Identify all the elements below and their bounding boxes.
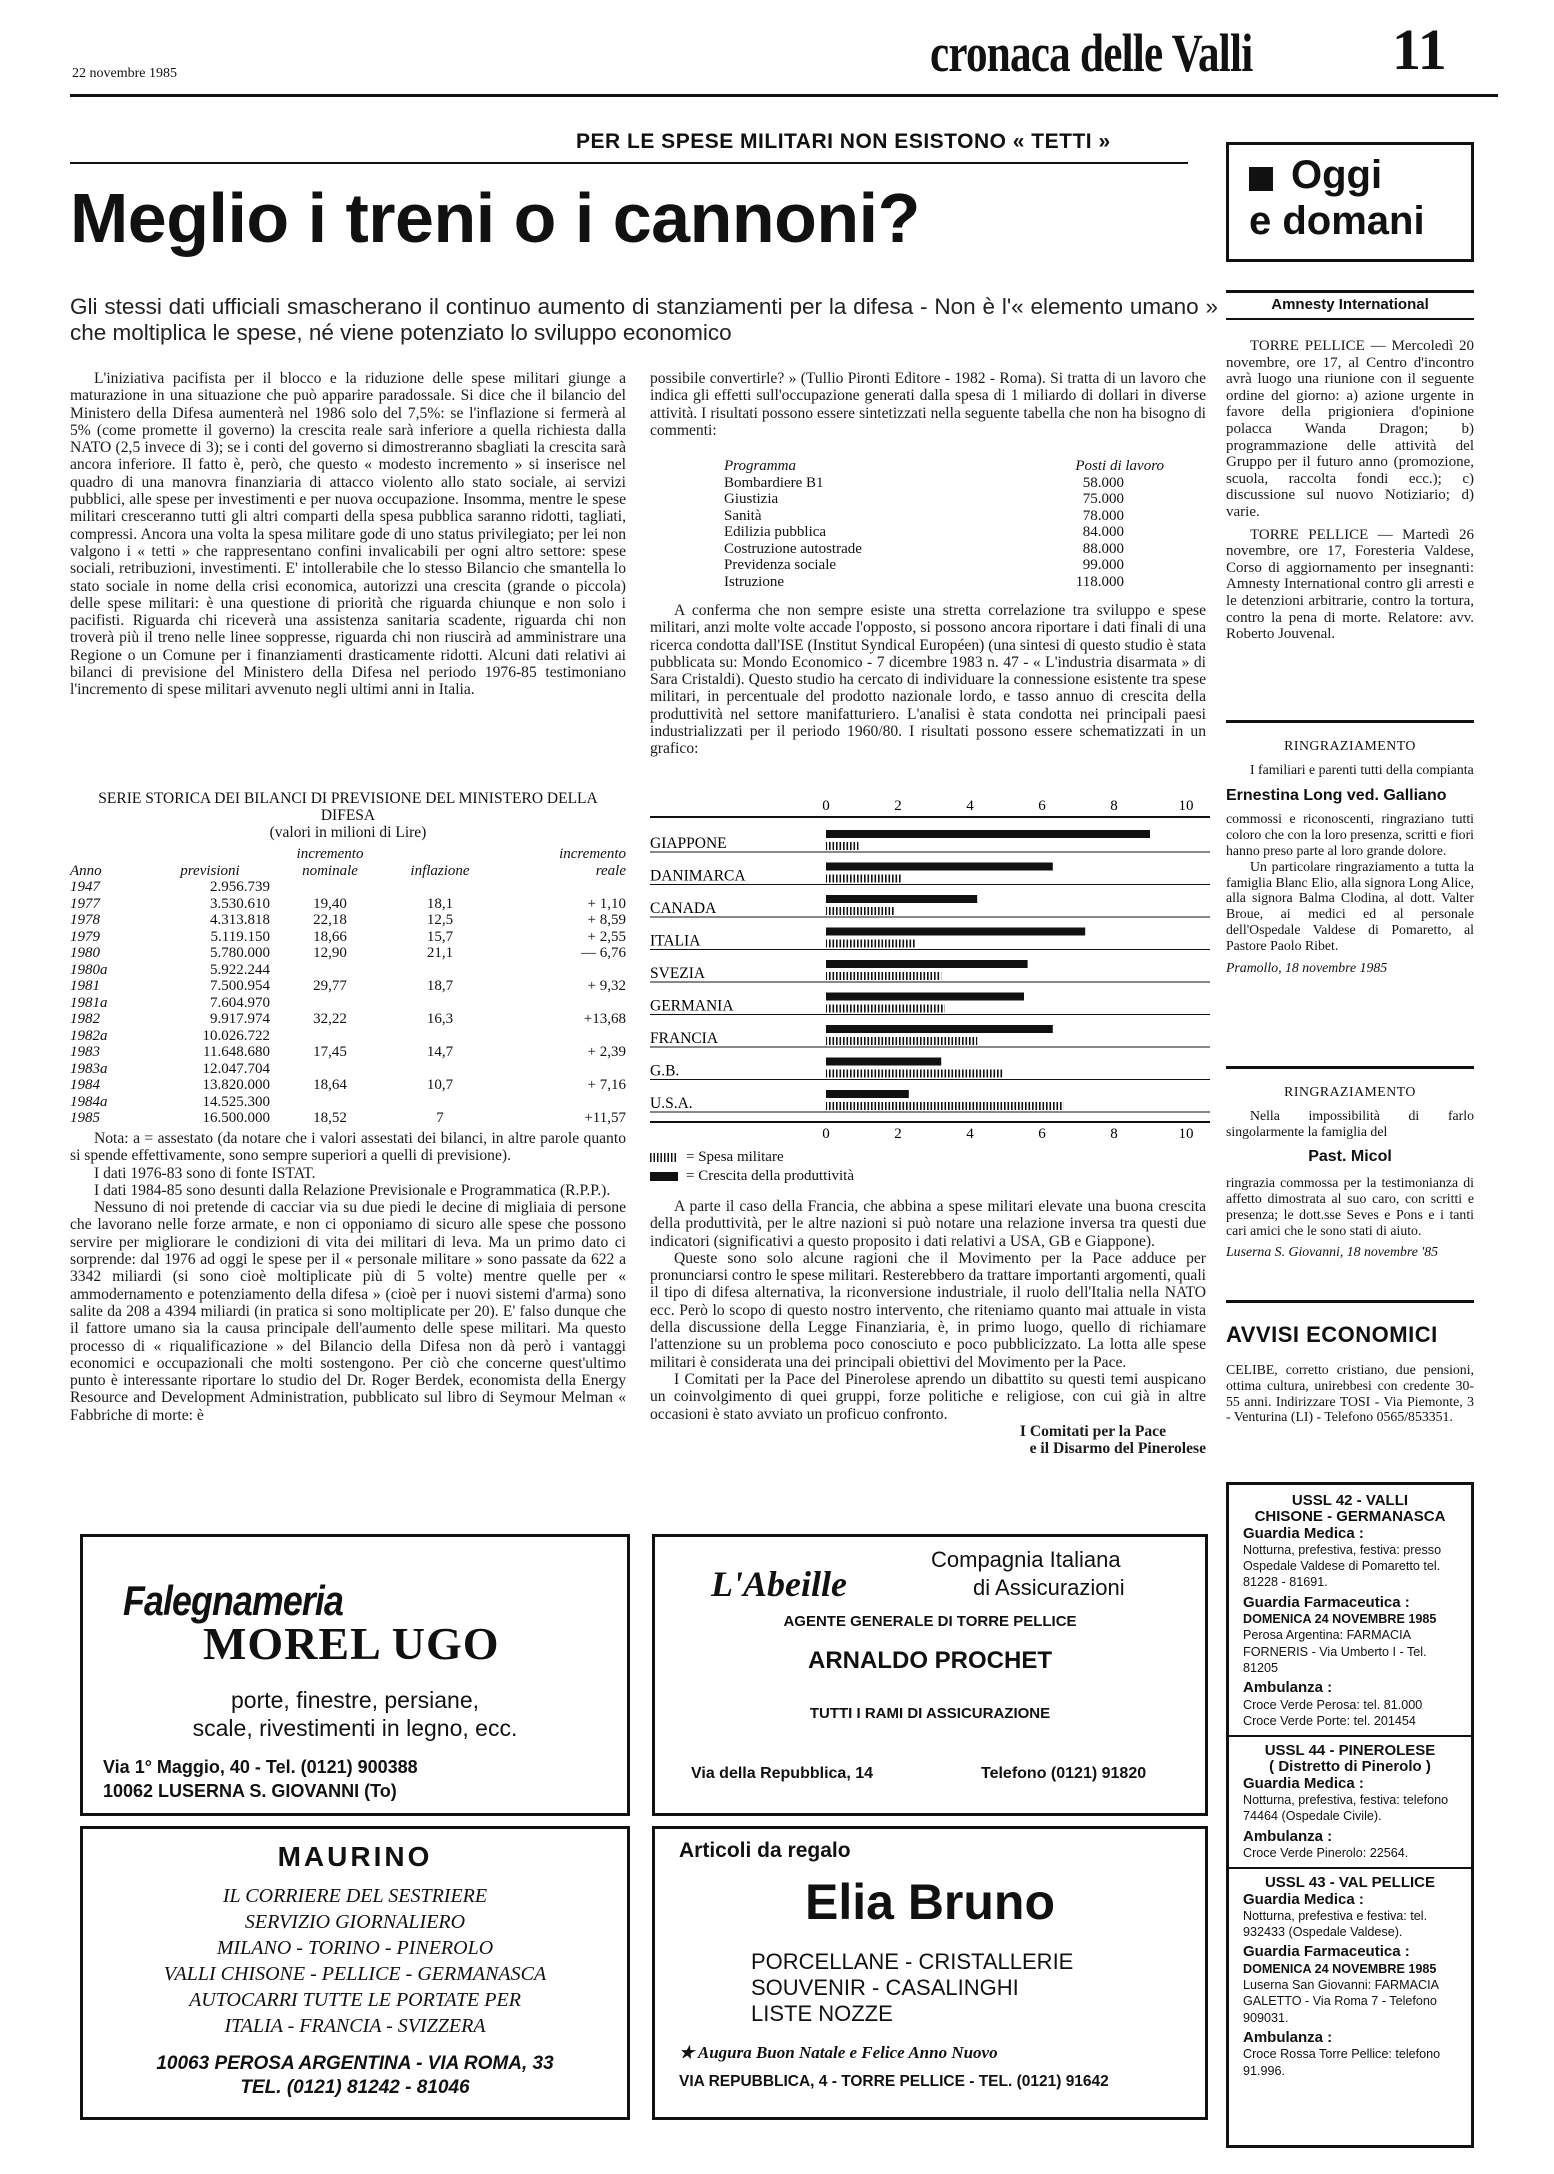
jobs-table-row [724, 475, 1164, 492]
productivity-bar [826, 830, 1150, 838]
budget-table-row [70, 962, 626, 979]
falegnameria-name: MOREL UGO [203, 1618, 500, 1669]
sidebar-rule-4 [1226, 1300, 1474, 1303]
jobs-table-row [724, 491, 1164, 508]
budget-cell-forecast: 7.604.970 [210, 994, 270, 1011]
hatched-swatch-icon [650, 1153, 678, 1162]
ussl-divider-2 [1229, 1867, 1471, 1869]
jobs-count: 78.000 [1082, 507, 1124, 524]
th-previsioni: previsioni [180, 862, 240, 879]
ringraziamento-1-text-2: Un particolare ringraziamento a tutta la famiglia Blanc Elio, alla signora Long Alice, alla signora Balma Clodina, al dott. Valter Broue, ai medici ed al personale dell'Ospedale Valdese di Pomaretto, al Pastore Paolo Ribet. [1226, 858, 1474, 953]
jobs-table-row [724, 557, 1164, 574]
ussl42-gm-text: Notturna, prefestiva, festiva: presso Ospedale Valdese di Pomaretto tel. 81228 - 81691. [1243, 1542, 1442, 1590]
ringraziamento-2 [1226, 1084, 1474, 1260]
budget-cell-real-increase: + 2,39 [587, 1044, 626, 1060]
th-anno: Anno [70, 862, 102, 879]
th-incremento-nominale-2: nominale [302, 862, 358, 879]
maurino-line-3: MILANO - TORINO - PINEROLO [216, 1937, 494, 1959]
budget-table-heading: SERIE STORICA DEI BILANCI DI PREVISIONE DEL MINISTERO DELLA DIFESA [98, 790, 598, 824]
budget-table-title [70, 790, 626, 841]
ussl42-amb-text-2: Croce Verde Porte: tel. 201454 [1243, 1713, 1416, 1728]
chart-legend [650, 1148, 854, 1186]
jobs-program: Edilizia pubblica [724, 524, 827, 540]
kicker-rule [70, 162, 1188, 164]
abeille-logo: L'Abeille [711, 1564, 847, 1604]
col2-paragraph-1: possibile convertirle? » (Tullio Pironti Editore - 1982 - Roma). Si tratta di un lavoro che indica gli effetti sull'occupazione generati dalla spesa di 1 miliardo di dollari in diverse attività. I risultati possono essere sintetizzati nella seguente tabella che non ha bisogno di commenti: [650, 370, 1206, 439]
solid-swatch-icon [650, 1172, 678, 1181]
chart-category-label: U.S.A. [650, 1095, 693, 1112]
maurino-line-5: AUTOCARRI TUTTE LE PORTATE PER [189, 1989, 521, 2011]
jobs-count: 75.000 [1082, 491, 1124, 507]
elia-kicker: Articoli da regalo [679, 1839, 851, 1862]
article-col1-intro [70, 370, 626, 699]
masthead-rule [70, 94, 1498, 97]
budget-cell-forecast: 10.026.722 [202, 1027, 270, 1044]
productivity-bar [826, 993, 1024, 1001]
chart-category-label: SVEZIA [650, 965, 706, 982]
falegnameria-address-1: Via 1° Maggio, 40 - Tel. (0121) 900388 [103, 1757, 418, 1777]
productivity-bar [826, 895, 977, 903]
budget-cell-inflation: 15,7 [426, 928, 454, 945]
sidebar-rule-3 [1226, 1066, 1474, 1069]
chart-category-label: CANADA [650, 900, 717, 917]
elia-wishes: ★ Augura Buon Natale e Felice Anno Nuovo [679, 2043, 998, 2062]
budget-cell-year: 1985 [70, 1110, 100, 1126]
ussl43-gf-date: DOMENICA 24 NOVEMBRE 1985 [1243, 1961, 1437, 1976]
budget-cell-inflation: 14,7 [426, 1044, 454, 1060]
productivity-bar [826, 960, 1028, 968]
tick-label-bottom: 2 [894, 1126, 902, 1142]
jobs-count: 99.000 [1082, 557, 1124, 573]
abeille-telephone: Telefono (0121) 91820 [981, 1765, 1147, 1782]
table-source-1: I dati 1976-83 sono di fonte ISTAT. [94, 1164, 316, 1182]
oggi-title: Oggi [1291, 153, 1383, 197]
budget-cell-real-increase: + 7,16 [587, 1077, 626, 1093]
budget-table [70, 846, 626, 1127]
falegnameria-desc-1: porte, finestre, persiane, [230, 1687, 480, 1713]
budget-table-row [70, 879, 626, 896]
ussl43-amb-label: Ambulanza : [1243, 2028, 1333, 2046]
ussl-divider-1 [1229, 1735, 1471, 1737]
maurino-line-6: ITALIA - FRANCIA - SVIZZERA [224, 2015, 486, 2037]
jobs-program: Costruzione autostrade [724, 540, 862, 557]
th-incremento-reale-2: reale [595, 862, 626, 879]
budget-table-row [70, 1044, 626, 1061]
maurino-name: MAURINO [277, 1841, 433, 1872]
article-col2-bottom [650, 1198, 1206, 1457]
ussl42-gm-label: Guardia Medica : [1243, 1524, 1364, 1542]
budget-cell-year: 1984a [70, 1093, 108, 1110]
jobs-program: Sanità [724, 507, 762, 524]
tick-label-top: 0 [822, 798, 830, 814]
falegnameria-title: Falegnameria [123, 1577, 343, 1624]
budget-cell-nominal-increase [270, 1061, 390, 1078]
productivity-bar [826, 928, 1085, 936]
jobs-table [724, 458, 1164, 590]
budget-cell-inflation [390, 879, 490, 896]
article-col2-mid [650, 602, 1206, 758]
budget-table-row [70, 945, 626, 962]
budget-cell-nominal-increase: 32,22 [313, 1011, 347, 1027]
ussl42-amb-text-1: Croce Verde Perosa: tel. 81.000 [1243, 1697, 1423, 1712]
col1-paragraph-2: Nessuno di noi pretende di cacciar via su due piedi le decine di migliaia di persone che lavorano nelle forze armate, e non ci opponiamo di sicuro alle spese che possono servire per migliorare le condizioni di vita dei militari di leva. Ma un primo dato ci sorprende: dal 1976 ad oggi le spese per il « personale militare » sono passate da 622 a 3342 miliardi (si sono cioè moltiplicate più di 5 volte) mentre quelle per « ammodernamento e potenziamento della difesa » (cioè per i nuovi sistemi d'arma) sono salite da 208 a 4394 miliardi (in pratica si sono moltiplicate per 20). E' falso dunque che il fattore umano sia la causa principale dell'aumento delle spese militari. Ma questo processo di « riqualificazione » del Bilancio della Difesa non dà però i vantaggi economici e occupazionali che molti sostengono. Per ciò che concerne quest'ultimo punto è interessante riportare lo studio del Dr. Roger Berdek, economista della Energy Resource and Development Administration, pubblicato sul libro di Seymour Melman « Fabbriche di morte: è [70, 1199, 626, 1424]
tick-label-bottom: 4 [966, 1126, 974, 1142]
military-spending-bar [826, 1037, 977, 1045]
falegnameria-address-2: 10062 LUSERNA S. GIOVANNI (To) [103, 1781, 397, 1801]
budget-table-row [70, 1011, 626, 1028]
table-source-2: I dati 1984-85 sono desunti dalla Relazione Previsionale e Programmatica (R.P.P.). [94, 1181, 611, 1199]
budget-cell-forecast: 5.119.150 [210, 928, 270, 945]
budget-cell-inflation [390, 995, 490, 1012]
military-spending-bar [826, 1070, 1002, 1078]
amnesty-notices [1226, 338, 1474, 643]
tick-label-bottom: 6 [1038, 1126, 1046, 1142]
ussl43-amb-text: Croce Rossa Torre Pellice: telefono 91.996. [1243, 2047, 1441, 2078]
elia-name: Elia Bruno [804, 1874, 1056, 1930]
military-spending-bar [826, 842, 858, 850]
budget-cell-nominal-increase: 29,77 [313, 978, 347, 994]
ringraziamento-1 [1226, 738, 1474, 975]
budget-cell-forecast: 5.780.000 [210, 945, 270, 961]
chart-category-label: GIAPPONE [650, 835, 727, 852]
tick-label-bottom: 10 [1178, 1126, 1194, 1142]
abeille-company-1: Compagnia Italiana [931, 1547, 1121, 1572]
budget-cell-nominal-increase: 22,18 [313, 912, 347, 928]
budget-cell-real-increase: + 9,32 [587, 978, 626, 994]
th-incremento-nominale-1: incremento [296, 846, 364, 862]
budget-cell-inflation: 21,1 [426, 945, 454, 961]
budget-cell-nominal-increase: 18,64 [313, 1077, 347, 1093]
budget-cell-real-increase [490, 1061, 626, 1078]
ringraziamento-1-text: commossi e riconoscenti, ringraziano tutti coloro che con la loro presenza, scritti e fiori hanno preso parte al loro grande dolore. [1226, 811, 1474, 858]
elia-line-2: SOUVENIR - CASALINGHI [751, 1975, 1019, 2000]
intro-paragraph: L'iniziativa pacifista per il blocco e la riduzione delle spese militari giunge a maturazione in una situazione che può apparire paradossale. Si dice che il bilancio del Ministero della Difesa aumenterà nel 1986 solo del 7,5%: se l'inflazione si fermerà al 5% (come promette il governo) la crescita reale sarà inferiore a quella richiesta dalla NATO (2,5 invece di 3); se i conti del governo si dimostreranno sbagliati la crescita sarà ancora inferiore. Il fatto è, però, che questo « modesto incremento » si inserisce nel quadro di una manovra finanziaria di attacco violento allo stato sociale, ai servizi pubblici, alle spese per investimenti e per nuova occupazione. Insomma, mentre le spese militari cresceranno tutti gli altri comparti della spesa pubblica saranno ridotti, tagliati, compressi. Ancora una volta la spesa militare gode di uno status privilegiato; per lei non valgono i « tetti » che rappresentano confini invalicabili per ogni altro settore: spese sociali, retribuzioni, investimenti. E' intollerabile che lo stesso Bilancio che smantella lo stato sociale in nome della crisi economica, autorizzi una crescita (grande o piccola) delle spese militari: è una questione di priorità che riguarda chiunque e non solo i pacifisti. Riguarda chi riceverà una assistenza sanitaria scadente, riguarda chi non troverà più il treno nelle linee soppresse, riguarda chi non riuscirà ad amministrare una Regione o un Comune per i finanziamenti drasticamente ridotti. Alcuni dati relativi ai bilanci di previsione del Ministero della Difesa nel periodo 1976-85 testimoniano l'incremento di spese militari avvenuto negli ultimi anni in Italia. [70, 370, 626, 699]
ad-elia-bruno [652, 1826, 1208, 2120]
productivity-bar [826, 1025, 1053, 1033]
abeille-name: ARNALDO PROCHET [808, 1647, 1052, 1674]
ussl43-title: USSL 43 - VAL PELLICE [1264, 1874, 1436, 1892]
jobs-header-posti: Posti di lavoro [1075, 458, 1164, 474]
ad-abeille [652, 1534, 1208, 1816]
elia-line-3: LISTE NOZZE [751, 2001, 893, 2026]
budget-cell-nominal-increase: 17,45 [313, 1044, 347, 1060]
tick-label-top: 6 [1038, 798, 1046, 814]
ringraziamento-1-name: Ernestina Long ved. Galliano [1226, 786, 1447, 804]
maurino-address-1: 10063 PEROSA ARGENTINA - VIA ROMA, 33 [156, 2053, 554, 2074]
amnesty-heading: Amnesty International [1271, 296, 1429, 313]
budget-cell-inflation [390, 1028, 490, 1045]
jobs-count: 84.000 [1082, 524, 1124, 540]
ussl42-gf-date: DOMENICA 24 NOVEMBRE 1985 [1243, 1612, 1437, 1627]
article-kicker: PER LE SPESE MILITARI NON ESISTONO « TETTI » [576, 130, 1111, 153]
article-col1-notes [70, 1130, 626, 1424]
ringraziamento-2-text: ringrazia commossa per la testimonianza di affetto dimostrata al suo caro, con scritti e presenza; le dott.sse Seves e Pons e i tanti cari amici che le sono stati di aiuto. [1226, 1175, 1474, 1238]
elia-lines [751, 1949, 1073, 2027]
ussl44-gm-label: Guardia Medica : [1243, 1774, 1364, 1792]
deck: Gli stessi dati ufficiali smascherano il continuo aumento di stanziamenti per la difesa - Non è l'« elemento umano » che moltiplica le spese, né viene potenziato lo sviluppo economico [70, 294, 1218, 345]
budget-table-row [70, 912, 626, 929]
tick-label-bottom: 8 [1110, 1126, 1118, 1142]
maurino-address-2: TEL. (0121) 81242 - 81046 [240, 2077, 470, 2098]
productivity-chart [640, 796, 1220, 1142]
budget-cell-year: 1979 [70, 928, 100, 945]
budget-cell-forecast: 14.525.300 [202, 1093, 270, 1110]
military-spending-bar [826, 875, 902, 883]
budget-cell-forecast: 5.922.244 [210, 961, 270, 978]
tick-label-top: 2 [894, 798, 902, 814]
col2-paragraph-4: Queste sono solo alcune ragioni che il Movimento per la Pace adduce per pronunciarsi contro le spese militari. Resterebbero da trattare importanti argomenti, quali il tipo di difesa alternativa, la riconversione industriale, il ruolo dell'Italia nella NATO ecc. Però lo scopo di questo nostro intervento, che riteniamo quanto mai attuale in vista della discussione della Legge Finanziaria, è, in primo luogo, quello di richiamare l'attenzione su un problema poco conosciuto e poco pubblicizzato. La lotta alle spese militari è considerata una dei principali obiettivi del Movimento per la Pace. [650, 1249, 1206, 1371]
budget-cell-real-increase: + 2,55 [587, 928, 626, 945]
military-spending-bar [826, 1005, 945, 1013]
budget-cell-year: 1981a [70, 994, 108, 1011]
budget-cell-year: 1982 [70, 1011, 100, 1027]
ad-maurino [80, 1826, 630, 2120]
falegnameria-desc-2: scale, rivestimenti in legno, ecc. [192, 1715, 518, 1741]
jobs-table-row [724, 541, 1164, 558]
budget-cell-inflation [390, 1061, 490, 1078]
col2-paragraph-3: A parte il caso della Francia, che abbina a spese militari elevate una buona crescita della produttività, per le altre nazioni si può notare una relazione inversa tra questi due indicatori (significativi a questo proposito i dati relativi a USA, GB e Giappone). [650, 1198, 1206, 1250]
budget-table-subtitle: (valori in milioni di Lire) [269, 824, 427, 841]
avvisi-text: CELIBE, corretto cristiano, due pensioni, ottima cultura, unirebbesi con credente 30-55 anni. Indirizzare TOSI - Via Piemonte, 3 - Venturina (LI) - Telefono 0565/853351. [1226, 1362, 1474, 1425]
square-bullet-icon [1249, 167, 1273, 191]
military-spending-bar [826, 940, 916, 948]
budget-cell-forecast: 9.917.974 [210, 1011, 270, 1027]
ussl43-gf-text: Luserna San Giovanni: FARMACIA GALETTO - Via Roma 7 - Telefono 909031. [1243, 1978, 1439, 2025]
budget-table-row [70, 978, 626, 995]
productivity-bar [826, 1058, 941, 1066]
ringraziamento-1-place: Pramollo, 18 novembre 1985 [1226, 959, 1388, 975]
ussl42-amb-label: Ambulanza : [1243, 1679, 1333, 1697]
table-note: Nota: a = assestato (da notare che i valori assestati dei bilanci, in altre parole quanto si spende effettivamente, sono sempre superiori a quelli di previsione). [70, 1130, 626, 1165]
budget-cell-real-increase [490, 962, 626, 979]
budget-cell-nominal-increase [270, 995, 390, 1012]
legend-crescita-label: = Crescita della produttività [686, 1168, 854, 1184]
legend-spesa [650, 1148, 854, 1167]
ussl42-gf-label: Guardia Farmaceutica : [1243, 1593, 1410, 1611]
budget-cell-forecast: 3.530.610 [210, 895, 270, 912]
article-col2-top [650, 370, 1206, 439]
abeille-company-2: di Assicurazioni [973, 1575, 1125, 1600]
jobs-program: Bombardiere B1 [724, 474, 824, 491]
chart-category-label: DANIMARCA [650, 867, 746, 885]
budget-cell-forecast: 4.313.818 [210, 912, 270, 928]
budget-table-row [70, 1094, 626, 1111]
budget-cell-forecast: 11.648.680 [203, 1044, 270, 1060]
jobs-program: Istruzione [724, 573, 784, 590]
amnesty-notice-1: TORRE PELLICE — Mercoledì 20 novembre, ore 17, al Centro d'incontro avrà luogo una riunione con il seguente ordine del giorno: a) azione urgente in favore della prigioniera d'opinione polacca Wanda Dragon; b) programmazione delle attività del Gruppo per il futuro anno (promozione, scuola, raccolta fondi ecc.); c) discussione sul nuovo Notiziario; d) varie. [1226, 338, 1474, 520]
budget-cell-real-increase: +11,57 [584, 1110, 626, 1126]
budget-cell-year: 1984 [70, 1077, 100, 1093]
ringraziamento-2-intro: Nella impossibilità di farlo singolarmente la famiglia del [1226, 1107, 1474, 1139]
budget-cell-year: 1982a [70, 1027, 108, 1044]
ussl43-gf-label: Guardia Farmaceutica : [1243, 1943, 1410, 1961]
productivity-bar [826, 863, 1053, 871]
budget-cell-nominal-increase: 12,90 [313, 945, 347, 961]
budget-table-row [70, 1110, 626, 1127]
budget-cell-nominal-increase: 19,40 [313, 895, 347, 912]
budget-cell-inflation [390, 962, 490, 979]
budget-cell-year: 1977 [70, 895, 100, 912]
ussl44-title-2: ( Distretto di Pinerolo ) [1269, 1758, 1431, 1776]
budget-cell-forecast: 2.956.739 [210, 879, 270, 895]
chart-category-label: ITALIA [650, 932, 701, 950]
ussl44-amb-text: Croce Verde Pinerolo: 22564. [1243, 1845, 1409, 1860]
budget-cell-real-increase [490, 879, 626, 896]
tick-label-bottom: 0 [822, 1126, 830, 1142]
budget-table-row [70, 995, 626, 1012]
budget-cell-forecast: 16.500.000 [202, 1110, 270, 1126]
ringraziamento-1-intro: I familiari e parenti tutti della compianta [1250, 761, 1474, 777]
jobs-count: 118.000 [1075, 573, 1124, 590]
elia-address: VIA REPUBBLICA, 4 - TORRE PELLICE - TEL. (0121) 91642 [679, 2073, 1109, 2090]
chart-category-label: FRANCIA [650, 1030, 719, 1047]
budget-table-row [70, 1028, 626, 1045]
legend-crescita [650, 1167, 854, 1186]
ussl42-gf-text: Perosa Argentina: FARMACIA FORNERIS - Via Umberto I - Tel. 81205 [1243, 1628, 1427, 1675]
budget-cell-inflation [390, 1094, 490, 1111]
sidebar-rule-amnesty [1226, 318, 1474, 320]
budget-cell-nominal-increase [270, 879, 390, 896]
ringraziamento-1-heading: RINGRAZIAMENTO [1284, 738, 1416, 753]
budget-cell-nominal-increase: 18,52 [313, 1110, 347, 1126]
ringraziamento-2-place: Luserna S. Giovanni, 18 novembre '85 [1226, 1244, 1439, 1260]
col2-paragraph-5: I Comitati per la Pace del Pinerolese aprendo un dibattito su questi temi auspicano un coinvolgimento di quei gruppi, forze politiche e religiose, con cui già in altre occasioni è stato avviato un proficuo confronto. [650, 1370, 1206, 1423]
military-spending-bar [826, 1102, 1064, 1110]
sidebar-rule-top [1226, 290, 1474, 293]
ussl43-gm-text: Notturna, prefestiva e festiva: tel. 932433 (Ospedale Valdese). [1243, 1908, 1428, 1940]
domani-title: e domani [1249, 199, 1425, 243]
amnesty-notice-2: TORRE PELLICE — Martedì 26 novembre, ore 17, Foresteria Valdese, Corso di aggiornamento per insegnanti: Amnesty International contro gli arresti e le detenzioni arbitrarie, contro la tortura, contro la pena di morte. Relatore: avv. Roberto Jouvenal. [1226, 526, 1474, 643]
avvisi-heading: AVVISI ECONOMICI [1226, 1322, 1438, 1347]
newspaper-title: cronaca delle Valli [930, 23, 1253, 83]
th-inflazione: inflazione [410, 862, 470, 879]
signature-2: e il Disarmo del Pinerolese [1029, 1440, 1206, 1458]
ussl44-amb-label: Ambulanza : [1243, 1827, 1333, 1845]
ussl42-title-2: CHISONE - GERMANASCA [1254, 1508, 1446, 1526]
maurino-line-1: IL CORRIERE DEL SESTRIERE [222, 1885, 488, 1907]
ringraziamento-2-heading: RINGRAZIAMENTO [1284, 1084, 1416, 1099]
budget-cell-year: 1980 [70, 945, 100, 961]
budget-cell-year: 1981 [70, 978, 100, 994]
ussl-box [1226, 1482, 1474, 2148]
jobs-count: 58.000 [1082, 474, 1124, 491]
budget-table-row [70, 1077, 626, 1094]
maurino-line-4: VALLI CHISONE - PELLICE - GERMANASCA [163, 1963, 547, 1985]
budget-cell-inflation: 7 [436, 1110, 444, 1126]
military-spending-bar [826, 972, 941, 980]
budget-cell-forecast: 7.500.954 [210, 978, 270, 994]
jobs-count: 88.000 [1082, 540, 1124, 557]
ussl42-title-1: USSL 42 - VALLI [1291, 1492, 1409, 1509]
budget-cell-year: 1983a [70, 1060, 108, 1077]
chart-category-label: GERMANIA [650, 997, 734, 1015]
issue-date: 22 novembre 1985 [72, 66, 177, 81]
ussl44-title-1: USSL 44 - PINEROLESE [1264, 1742, 1436, 1760]
ussl44-gm-text: Notturna, prefestiva, festiva: telefono 74464 (Ospedale Civile). [1243, 1793, 1449, 1824]
page-number: 11 [1392, 17, 1447, 82]
jobs-program: Giustizia [724, 491, 779, 507]
budget-table-row [70, 896, 626, 913]
military-spending-bar [826, 907, 894, 915]
budget-cell-nominal-increase [270, 962, 390, 979]
productivity-bar [826, 1090, 909, 1098]
elia-line-1: PORCELLANE - CRISTALLERIE [751, 1949, 1074, 1974]
jobs-table-row [724, 574, 1164, 591]
budget-cell-inflation: 18,1 [426, 895, 454, 912]
abeille-agent: AGENTE GENERALE DI TORRE PELLICE [783, 1613, 1077, 1630]
abeille-branches: TUTTI I RAMI DI ASSICURAZIONE [809, 1705, 1051, 1722]
budget-cell-real-increase [490, 1094, 626, 1111]
budget-table-row [70, 929, 626, 946]
jobs-program: Previdenza sociale [724, 557, 837, 573]
budget-cell-year: 1980a [70, 961, 108, 978]
sidebar-rule-2 [1226, 720, 1474, 723]
tick-label-top: 10 [1178, 798, 1194, 814]
maurino-line-2: SERVIZIO GIORNALIERO [244, 1911, 466, 1933]
budget-cell-nominal-increase: 18,66 [313, 928, 347, 945]
tick-label-top: 8 [1110, 798, 1118, 814]
signature-1: I Comitati per la Pace [1019, 1422, 1166, 1440]
jobs-table-row [724, 508, 1164, 525]
budget-cell-inflation: 16,3 [426, 1011, 454, 1027]
ringraziamento-2-name: Past. Micol [1308, 1148, 1392, 1166]
budget-cell-real-increase: +13,68 [583, 1011, 626, 1027]
legend-spesa-label: = Spesa militare [686, 1149, 784, 1165]
budget-cell-forecast: 12.047.704 [202, 1060, 270, 1077]
budget-cell-real-increase: — 6,76 [581, 945, 626, 961]
ussl43-gm-label: Guardia Medica : [1243, 1890, 1364, 1908]
chart-category-label: G.B. [650, 1062, 680, 1080]
maurino-lines [83, 1883, 627, 2039]
budget-cell-year: 1978 [70, 912, 100, 928]
budget-cell-inflation: 18,7 [426, 978, 454, 994]
oggi-domani-box [1226, 142, 1474, 262]
jobs-header-programma: Programma [724, 458, 796, 474]
budget-cell-year: 1983 [70, 1044, 100, 1060]
tick-label-top: 4 [966, 798, 974, 814]
budget-cell-forecast: 13.820.000 [202, 1077, 270, 1093]
budget-table-row [70, 1061, 626, 1078]
budget-cell-inflation: 12,5 [426, 912, 454, 928]
abeille-address: Via della Repubblica, 14 [691, 1765, 873, 1782]
col2-paragraph-2: A conferma che non sempre esiste una stretta correlazione tra sviluppo e spese militari, anzi molte volte accade l'opposto, si possono ancora riportare i dati finali di una ricerca condotta dall'ISE (Institut Syndical Européen) (una sintesi di questo studio è stata pubblicata su: Mondo Economico - 7 dicembre 1983 n. 47 - « L'industria disarmata » di Sara Cristaldi). Questo studio ha cercato di individuare la connessione esistente tra spese militari, in percentuale del prodotto nazionale lordo, e tasso annuo di crescita della produttività nel settore manifatturiero. L'analisi è stata condotta nei principali paesi industrializzati per il periodo 1960/80. I risultati possono essere schematizzati in un grafico: [650, 602, 1206, 758]
jobs-table-row [724, 524, 1164, 541]
budget-cell-real-increase [490, 995, 626, 1012]
budget-cell-inflation: 10,7 [426, 1077, 454, 1093]
ad-falegnameria [80, 1534, 630, 1816]
budget-cell-real-increase: + 1,10 [587, 895, 626, 912]
th-incremento-reale-1: incremento [559, 846, 626, 862]
budget-cell-real-increase [490, 1028, 626, 1045]
headline: Meglio i treni o i cannoni? [70, 179, 920, 257]
budget-cell-nominal-increase [270, 1028, 390, 1045]
budget-cell-year: 1947 [70, 879, 100, 895]
budget-cell-real-increase: + 8,59 [587, 912, 626, 928]
budget-cell-nominal-increase [270, 1094, 390, 1111]
